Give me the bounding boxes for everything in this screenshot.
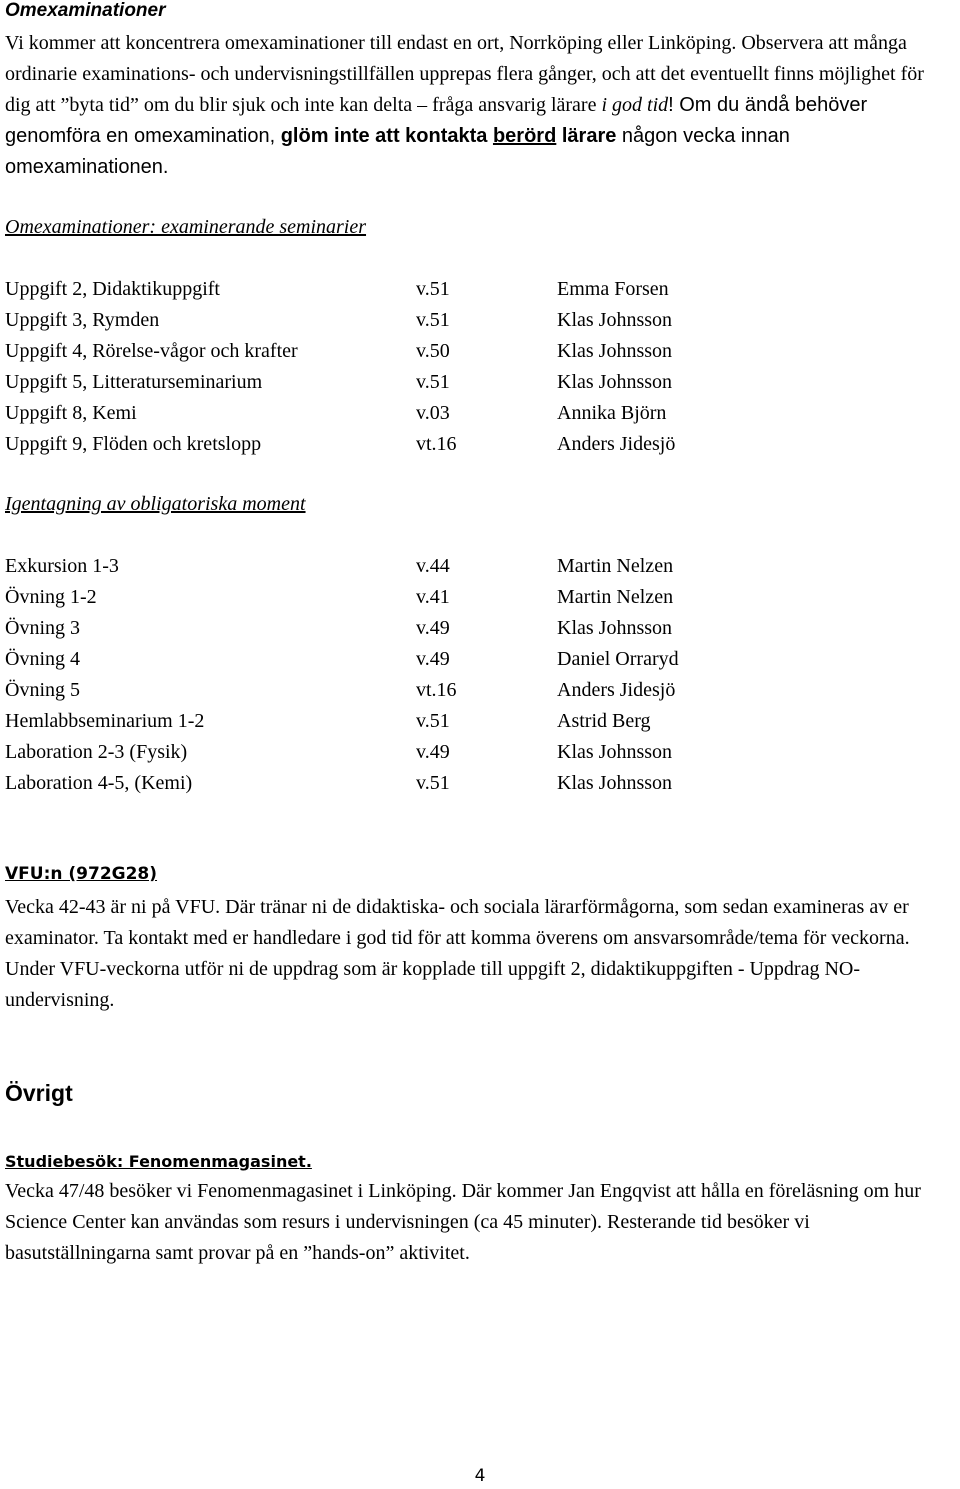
seminars-heading: Omexaminationer: examinerande seminarier xyxy=(5,216,367,238)
task-cell: Laboration 2-3 (Fysik) xyxy=(5,741,188,763)
ovrigt-heading: Övrigt xyxy=(5,1080,73,1106)
omex-text-a: Vi kommer att koncentrera omexaminationer till endast en ort, Norrköping eller Linköping. Observera att många ordinarie examinations- och undervisningstillfällen upprepas flera gånger, och att det eventuellt finns möjlighet för dig att ”byta tid” om du blir sjuk och inte kan delta – fråga ansvarig lärare xyxy=(5,32,924,116)
week-cell: v.50 xyxy=(416,340,450,362)
omexamination-paragraph xyxy=(5,28,945,183)
teacher-cell: Klas Johnsson xyxy=(557,741,673,763)
omex-text-italic: i god tid xyxy=(601,94,669,116)
ovrigt-paragraph: Vecka 47/48 besöker vi Fenomenmagasinet i Linköping. Där kommer Jan Engqvist att hålla en föreläsning om hur Science Center kan användas som resurs i undervisningen (ca 45 minuter). Resterande tid besöker vi basutställningarna samt provar på en ”hands-on” aktivitet. xyxy=(5,1180,921,1264)
teacher-cell: Daniel Orraryd xyxy=(557,648,679,670)
task-cell: Övning 4 xyxy=(5,648,80,670)
week-cell: v.03 xyxy=(416,402,450,424)
task-cell: Uppgift 9, Flöden och kretslopp xyxy=(5,433,262,455)
week-cell: v.49 xyxy=(416,648,450,670)
table-row xyxy=(5,551,955,582)
week-cell: v.51 xyxy=(416,278,450,300)
table-row xyxy=(5,644,955,675)
teacher-cell: Astrid Berg xyxy=(557,710,651,732)
week-cell: vt.16 xyxy=(416,679,457,701)
omex-text-bold-underline: berörd xyxy=(492,125,557,147)
omex-text-c: någon vecka innan omexaminationen. xyxy=(5,125,790,178)
studiebesok-heading: Studiebesök: Fenomenmagasinet. xyxy=(5,1152,312,1171)
week-cell: v.44 xyxy=(416,555,450,577)
table-row xyxy=(5,737,955,768)
task-cell: Laboration 4-5, (Kemi) xyxy=(5,772,193,794)
table-row xyxy=(5,582,955,613)
task-cell: Uppgift 5, Litteraturseminarium xyxy=(5,371,263,393)
table-row xyxy=(5,675,955,706)
week-cell: v.49 xyxy=(416,617,450,639)
vfu-heading: VFU:n (972G28) xyxy=(5,864,158,884)
task-cell: Uppgift 8, Kemi xyxy=(5,402,137,424)
task-cell: Övning 5 xyxy=(5,679,80,701)
week-cell: v.49 xyxy=(416,741,450,763)
table-row xyxy=(5,398,955,429)
section-title-omexaminationer: Omexaminationer xyxy=(5,0,166,21)
task-cell: Uppgift 3, Rymden xyxy=(5,309,160,331)
teacher-cell: Klas Johnsson xyxy=(557,309,673,331)
week-cell: v.51 xyxy=(416,772,450,794)
week-cell: v.41 xyxy=(416,586,450,608)
week-cell: vt.16 xyxy=(416,433,457,455)
teacher-cell: Klas Johnsson xyxy=(557,371,673,393)
task-cell: Uppgift 2, Didaktikuppgift xyxy=(5,278,220,300)
week-cell: v.51 xyxy=(416,309,450,331)
table-row xyxy=(5,367,955,398)
table-row xyxy=(5,336,955,367)
omex-text-bold2: lärare xyxy=(556,125,617,147)
table-row xyxy=(5,429,955,460)
teacher-cell: Martin Nelzen xyxy=(557,586,674,608)
teacher-cell: Emma Forsen xyxy=(557,278,669,300)
teacher-cell: Anders Jidesjö xyxy=(557,433,676,455)
task-cell: Hemlabbseminarium 1-2 xyxy=(5,710,205,732)
table-row xyxy=(5,706,955,737)
week-cell: v.51 xyxy=(416,710,450,732)
task-cell: Övning 3 xyxy=(5,617,80,639)
table-row xyxy=(5,768,955,799)
teacher-cell: Anders Jidesjö xyxy=(557,679,676,701)
vfu-paragraph: Vecka 42-43 är ni på VFU. Där tränar ni de didaktiska- och sociala lärarförmågorna, som sedan examineras av er examinator. Ta kontakt med er handledare i god tid för att komma överens om ansvarsområde/tema för veckorna. Under VFU-veckorna utför ni de uppdrag som är kopplade till uppgift 2, didaktikuppgiften - Uppdrag NO-undervisning. xyxy=(5,896,910,1011)
page-number: 4 xyxy=(474,1466,486,1486)
teacher-cell: Klas Johnsson xyxy=(557,617,673,639)
omex-text-b: ! Om du ändå behöver genomföra en omexamination, xyxy=(5,94,868,147)
retakes-heading: Igentagning av obligatoriska moment xyxy=(5,493,306,515)
teacher-cell: Klas Johnsson xyxy=(557,340,673,362)
task-cell: Exkursion 1-3 xyxy=(5,555,119,577)
omex-text-bold: glöm inte att kontakta xyxy=(280,125,493,147)
task-cell: Övning 1-2 xyxy=(5,586,97,608)
teacher-cell: Klas Johnsson xyxy=(557,772,673,794)
teacher-cell: Annika Björn xyxy=(557,402,667,424)
teacher-cell: Martin Nelzen xyxy=(557,555,674,577)
table-row xyxy=(5,305,955,336)
week-cell: v.51 xyxy=(416,371,450,393)
task-cell: Uppgift 4, Rörelse-vågor och krafter xyxy=(5,340,298,362)
table-row xyxy=(5,274,955,305)
table-row xyxy=(5,613,955,644)
